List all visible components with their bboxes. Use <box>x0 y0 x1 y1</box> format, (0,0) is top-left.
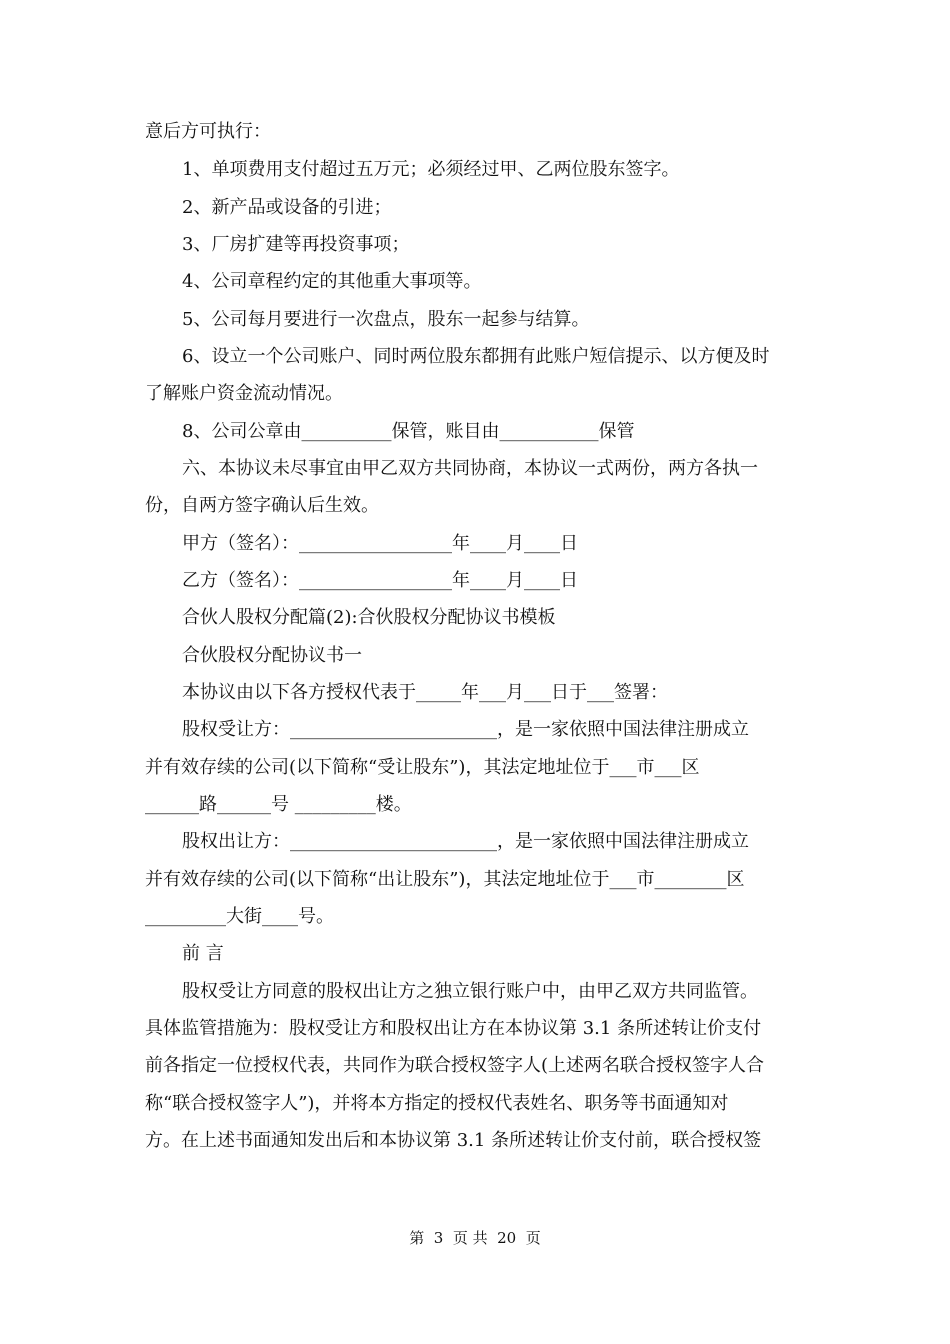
section-heading: 前 言 <box>182 943 224 964</box>
body-line: _________大街____号。 <box>145 906 334 927</box>
list-item: 3、厂房扩建等再投资事项； <box>182 234 410 255</box>
list-item: 2、新产品或设备的引进； <box>182 197 392 218</box>
section-heading: 合伙人股权分配篇(2):合伙股权分配协议书模板 <box>182 607 556 628</box>
body-line: 具体监管措施为：股权受让方和股权出让方在本协议第 3.1 条所述转让价支付 <box>145 1018 762 1039</box>
body-line: 份，自两方签字确认后生效。 <box>145 495 379 516</box>
body-line: ______路______号 _________楼。 <box>145 794 412 815</box>
body-line: 六、本协议未尽事宜由甲乙双方共同协商，本协议一式两份，两方各执一 <box>182 458 758 479</box>
body-line: 前各指定一位授权代表，共同作为联合授权签字人(上述两名联合授权签字人合 <box>145 1055 765 1076</box>
body-line: 方。在上述书面通知发出后和本协议第 3.1 条所述转让价支付前，联合授权签 <box>145 1130 762 1151</box>
body-line: 称“联合授权签字人”)，并将本方指定的授权代表姓名、职务等书面通知对 <box>145 1093 729 1114</box>
body-line: 了解账户资金流动情况。 <box>145 383 343 404</box>
body-line: 意后方可执行： <box>145 121 271 142</box>
list-item: 1、单项费用支付超过五万元；必须经过甲、乙两位股东签字。 <box>182 159 680 180</box>
body-line: 股权受让方同意的股权出让方之独立银行账户中，由甲乙双方共同监管。 <box>182 981 758 1002</box>
page-number: 第 3 页 共 20 页 <box>409 1229 541 1247</box>
body-line: 股权出让方：_______________________，是一家依照中国法律注册成立 <box>182 831 749 852</box>
document-title: 合伙股权分配协议书一 <box>182 645 362 666</box>
list-item: 5、公司每月要进行一次盘点，股东一起参与结算。 <box>182 309 590 330</box>
list-item: 6、设立一个公司账户、同时两位股东都拥有此账户短信提示、以方便及时 <box>182 346 770 367</box>
body-line: 并有效存续的公司(以下简称“出让股东”)，其法定地址位于___市________区 <box>145 869 745 890</box>
body-line: 并有效存续的公司(以下简称“受让股东”)，其法定地址位于___市___区 <box>145 757 700 778</box>
body-line: 本协议由以下各方授权代表于_____年___月___日于___签署： <box>182 682 668 703</box>
signature-line-party-b: 乙方（签名）：_________________年____月____日 <box>182 570 578 591</box>
body-line: 股权受让方：_______________________，是一家依照中国法律注册成立 <box>182 719 749 740</box>
list-item: 4、公司章程约定的其他重大事项等。 <box>182 271 482 292</box>
signature-line-party-a: 甲方（签名）：_________________年____月____日 <box>182 533 578 554</box>
list-item: 8、公司公章由__________保管，账目由___________保管 <box>182 421 635 442</box>
